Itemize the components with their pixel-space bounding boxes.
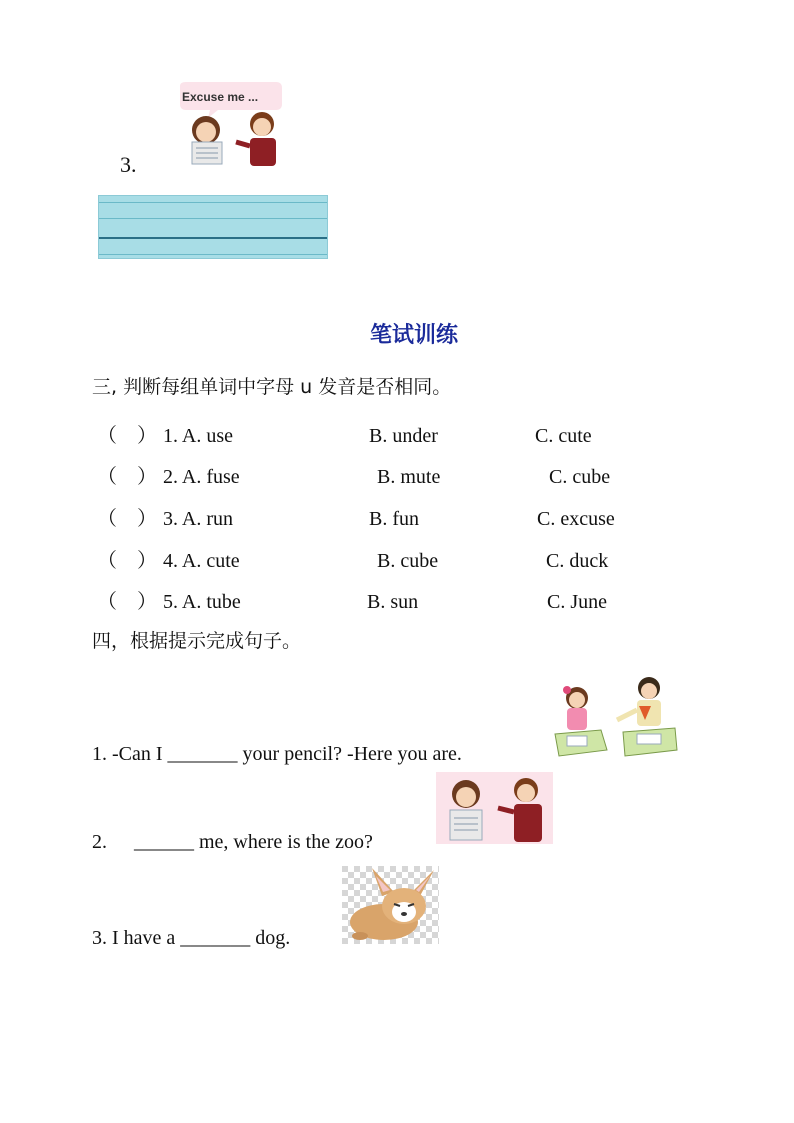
part4-heading: 四，根据提示完成句子。 xyxy=(92,630,302,652)
option-b: B. under xyxy=(369,425,438,447)
sentence-3: 3. I have a _______ dog. xyxy=(92,927,291,949)
question-row xyxy=(97,507,717,533)
two-kids-image-2 xyxy=(436,772,553,844)
cute-dog-illustration xyxy=(342,866,439,944)
option-c: C. June xyxy=(547,591,607,613)
question-row xyxy=(97,549,717,575)
option-c: C. excuse xyxy=(537,508,615,530)
option-b: B. sun xyxy=(367,591,419,613)
sentence-2-number: 2. xyxy=(92,831,107,853)
sentence-1: 1. -Can I _______ your pencil? -Here you are. xyxy=(92,743,462,765)
question-row xyxy=(97,424,717,450)
kids-desk-image xyxy=(553,676,678,760)
option-c: C. duck xyxy=(546,550,609,572)
answer-bracket[interactable]: （ ） xyxy=(97,591,157,613)
option-a: 1. A. use xyxy=(163,425,233,447)
option-c: C. cute xyxy=(535,425,592,447)
question-row xyxy=(97,465,717,491)
option-b: B. cube xyxy=(377,550,439,572)
option-a: 2. A. fuse xyxy=(163,466,240,488)
section-title: 笔试训练 xyxy=(369,323,458,348)
option-a: 4. A. cute xyxy=(163,550,240,572)
answer-bracket[interactable]: （ ） xyxy=(97,550,157,572)
question-row xyxy=(97,590,717,616)
excuse-me-illustration-2 xyxy=(436,772,553,844)
answer-bracket[interactable]: （ ） xyxy=(97,466,157,488)
speech-bubble-text: Excuse me ... xyxy=(182,90,259,104)
item-number: 3. xyxy=(120,152,137,177)
option-a: 3. A. run xyxy=(163,508,233,530)
option-b: B. mute xyxy=(377,466,441,488)
option-c: C. cube xyxy=(549,466,611,488)
answer-bracket[interactable]: （ ） xyxy=(97,508,157,530)
dog-image xyxy=(342,866,439,944)
part3-heading: 三, 判断每组单词中字母 u 发音是否相同。 xyxy=(92,376,452,398)
excuse-me-illustration xyxy=(178,82,284,166)
option-b: B. fun xyxy=(369,508,419,530)
writing-lines xyxy=(98,195,328,259)
lend-pencil-illustration xyxy=(553,676,678,760)
option-a: 5. A. tube xyxy=(163,591,241,613)
sentence-2: ______ me, where is the zoo? xyxy=(134,831,373,853)
answer-bracket[interactable]: （ ） xyxy=(97,425,157,447)
